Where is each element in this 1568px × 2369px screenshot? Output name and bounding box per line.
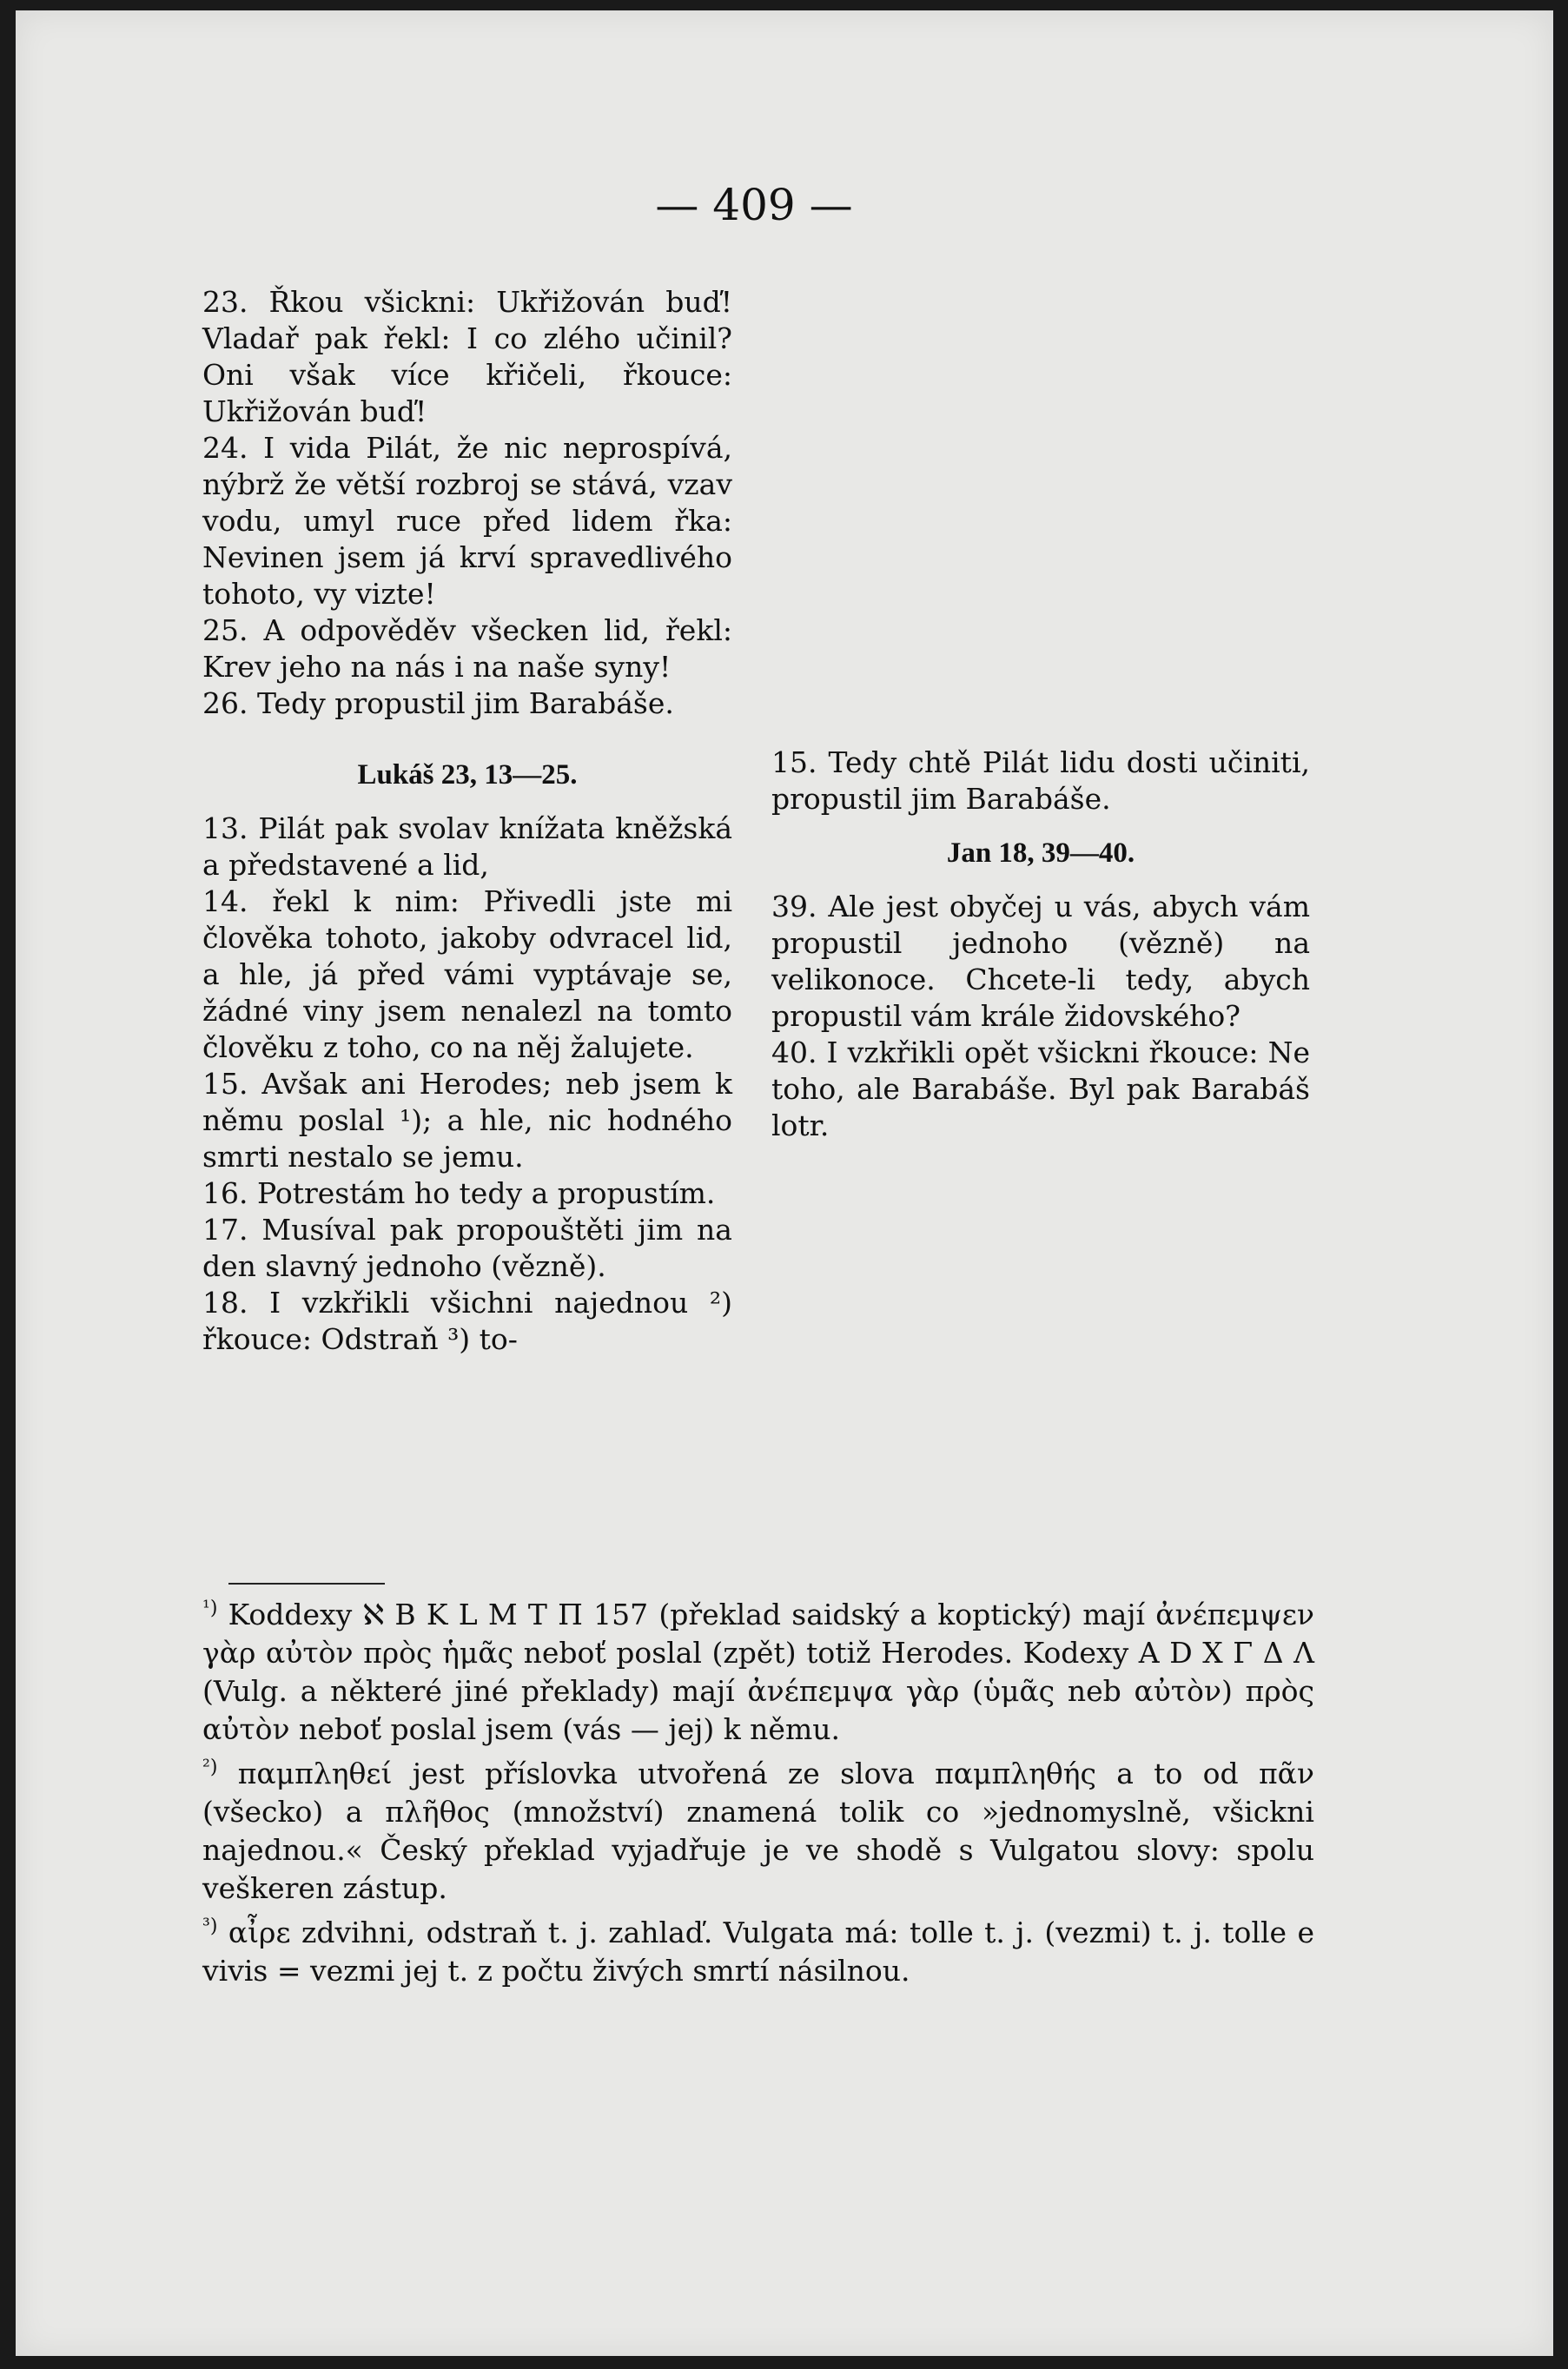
verse-paragraph: 40. I vzkřikli opět všickni řkouce: Ne toho, ale Barabáše. Byl pak Barabáš lotr. [771,1036,1310,1142]
footnote-text: αἶρε zdvihni, odstraň t. j. zahlaď. Vulgata má: tolle t. j. (vezmi) t. j. tolle e vivis = vezmi jej t. z počtu živých smrtí násilnou. [202,1916,1314,1988]
verse-paragraph: 39. Ale jest obyčej u vás, abych vám propustil jednoho (vězně) na velikonoce. Chcete-li tedy, abych propustil vám krále židovského? [771,890,1310,1033]
section-heading-john: Jan 18, 39—40. [946,837,1135,869]
verse-paragraph: 13. Pilát pak svolav knížata kněžská a představené a lid, [202,811,732,882]
verse-paragraph: 17. Musíval pak propouštěti jim na den slavný jednoho (vězně). [202,1213,732,1283]
footnote-text: παμπληθεί jest příslovka utvořená ze slova παμπληθής a to od πᾶν (všecko) a πλῆθος (množství) znamená tolik co »jednomyslně, všickni najednou.« Český překlad vyjadřuje je ve shodě s Vulgatou slovy: spolu veškeren zástup. [202,1757,1314,1905]
footnote-marker: ³) [202,1916,218,1937]
verse-paragraph: 15. Tedy chtě Pilát lidu dosti učiniti, propustil jim Barabáše. [771,745,1310,816]
footnote [202,1749,1314,1908]
verse-paragraph: 15. Avšak ani Herodes; neb jsem k němu poslal ¹); a hle, nic hodného smrti nestalo se jemu. [202,1067,732,1174]
book-page [16,10,1553,2356]
verse-paragraph: 14. řekl k nim: Přivedli jste mi člověka tohoto, jakoby odvracel lid, a hle, já před vámi vyptávaje se, žádné viny jsem nenalezl na tomto člověku z toho, co na něj žalujete. [202,884,732,1064]
verse-paragraph: 23. Řkou všickni: Ukřižován buď! Vladař pak řekl: I co zlého učinil? Oni však více křičeli, řkouce: Ukřižován buď! [202,285,732,428]
verse-paragraph: 18. I vzkřikli všichni najednou ²) řkouce: Odstraň ³) to- [202,1286,732,1356]
footnote [202,1590,1314,1749]
section-heading-luke: Lukáš 23, 13—25. [357,759,578,791]
verse-paragraph: 24. I vida Pilát, že nic neprospívá, nýbrž že větší rozbroj se stává, vzav vodu, umyl ruce před lidem řka: Nevinen jsem já krví spravedlivého tohoto, vy vizte! [202,431,732,611]
page-number: — 409 — [655,180,853,230]
footnote-text: Koddexy ℵ B K L M T Π 157 (překlad saidský a koptický) mají ἀνέπεμψεν γὰρ αὐτὸν πρὸς ἡμᾶς neboť poslal (zpět) totiž Herodes. Kodexy A D X Γ Δ Λ (Vulg. a některé jiné překlady) mají ἀνέπεμψα γὰρ (ὑμᾶς neb αὐτὸν) πρὸς αὐτὸν neboť poslal jsem (vás — jej) k němu. [202,1598,1314,1746]
footnote-divider [228,1583,385,1585]
footnotes [202,1583,1314,1990]
left-column [202,284,732,1358]
footnote-marker: ²) [202,1757,218,1778]
verse-paragraph: 16. Potrestám ho tedy a propustím. [202,1176,716,1210]
verse-paragraph: 26. Tedy propustil jim Barabáše. [202,686,674,720]
footnote-marker: ¹) [202,1598,218,1619]
right-column [771,744,1310,1144]
verse-paragraph: 25. A odpověděv všecken lid, řekl: Krev jeho na nás i na naše syny! [202,613,732,684]
footnote [202,1908,1314,1990]
